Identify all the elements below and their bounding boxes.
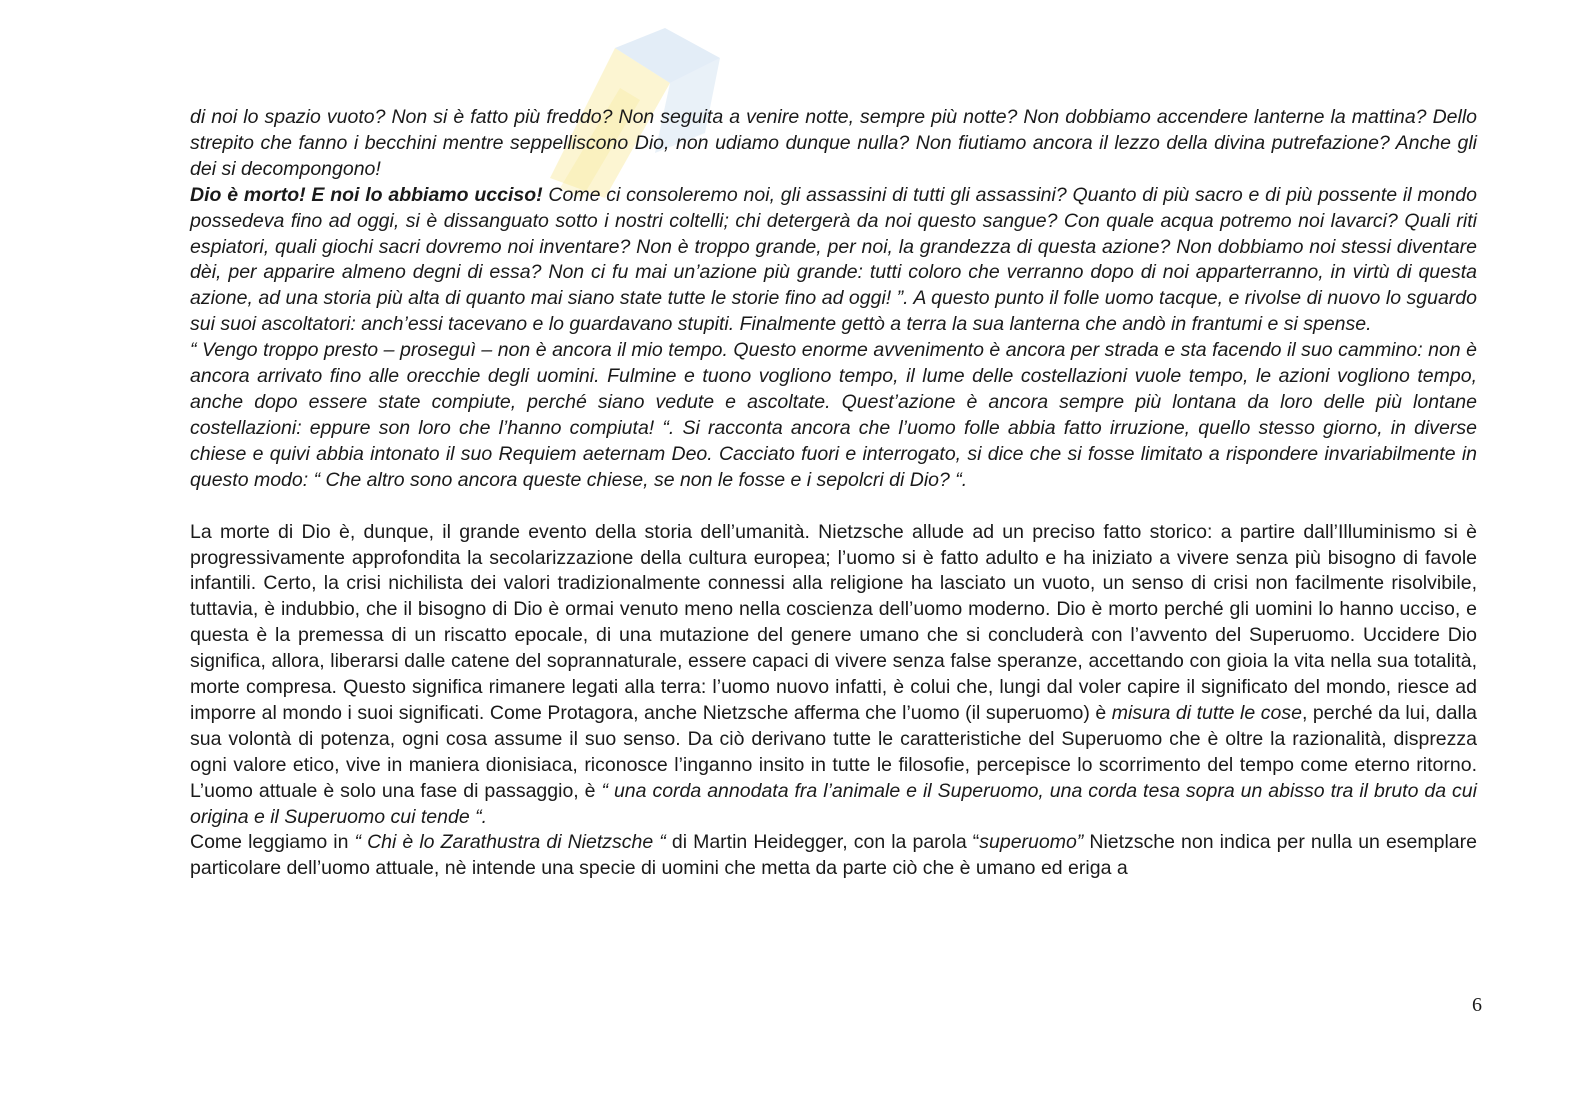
body-paragraph-1-italic-2: “ una corda annodata fra l’animale e il Superuomo, una corda tesa sopra un abisso tra il bruto da cui origina e il Superuomo cui tende “. xyxy=(190,779,1477,828)
quote-paragraph-2 xyxy=(190,183,1477,338)
paragraph-gap xyxy=(190,494,1477,520)
quote-paragraph-1: di noi lo spazio vuoto? Non si è fatto più freddo? Non seguita a venire notte, sempre più notte? Non dobbiamo accendere lanterne la mattina? Dello strepito che fanno i becchini mentre seppelliscono Dio, non udiamo dunque nulla? Non fiutiamo ancora il lezzo della divina putrefazione? Anche gli dei si decompongono! xyxy=(190,106,1477,180)
body-paragraph-1-italic-1: misura di tutte le cose xyxy=(1111,701,1302,724)
body-paragraph-2-italic-1: “ Chi è lo Zarathustra di Nietzsche “ xyxy=(354,831,666,854)
body-paragraph-1 xyxy=(190,520,1477,831)
body-paragraph-2-italic-2: superuomo” xyxy=(979,831,1084,854)
body-paragraph-2-text-a: Come leggiamo in xyxy=(190,831,355,854)
document-body xyxy=(190,105,1477,882)
body-paragraph-2 xyxy=(190,830,1477,882)
page-number: 6 xyxy=(1472,994,1482,1016)
quoted-passage xyxy=(190,105,1477,494)
body-paragraph-2-text-b: di Martin Heidegger, con la parola “ xyxy=(665,831,980,854)
quote-paragraph-3: “ Vengo troppo presto – proseguì – non è ancora il mio tempo. Questo enorme avvenimento è ancora per strada e sta facendo il suo cammino: non è ancora arrivato fino alle orecchie degli uomini. Fulmine e tuono vogliono tempo, il lume delle costellazioni vuole tempo, le azioni vogliono tempo, anche dopo essere state compiute, perché siano vedute e ascoltate. Quest’azione è ancora sempre più lontana da loro delle più lontane costellazioni: eppure son loro che l’hanno compiuta! “. Si racconta ancora che l’uomo folle abbia fatto irruzione, quello stesso giorno, in diverse chiese e quivi abbia intonato il suo Requiem aeternam Deo. Cacciato fuori e interrogato, si dice che si fosse limitato a rispondere invariabilmente in questo modo: “ Che altro sono ancora queste chiese, se non le fosse e i sepolcri di Dio? “. xyxy=(190,339,1477,491)
quote-paragraph-2-text: Come ci consoleremo noi, gli assassini di tutti gli assassini? Quanto di più sacro e di più possente il mondo possedeva fino ad oggi, si è dissanguato sotto i nostri coltelli; chi detergerà da noi questo sangue? Con quale acqua potremo noi lavarci? Quali riti espiatori, quali giochi sacri dovremo noi inventare? Non è troppo grande, per noi, la grandezza di questa azione? Non dobbiamo noi stessi diventare dèi, per apparire almeno degni di essa? Non ci fu mai un’azione più grande: tutti coloro che verranno dopo di noi apparterranno, in virtù di questa azione, ad una storia più alta di quanto mai siano state tutte le storie fino ad oggi! ”. A questo punto il folle uomo tacque, e rivolse di nuovo lo sguardo sui suoi ascoltatori: anch’essi tacevano e lo guardavano stupiti. Finalmente gettò a terra la sua lanterna che andò in frantumi e si spense. xyxy=(190,183,1477,336)
body-paragraph-1-text-a: La morte di Dio è, dunque, il grande evento della storia dell’umanità. Nietzsche allude ad un preciso fatto storico: a partire dall’Illuminismo si è progressivamente approfondita la secolarizzazione della cultura europea; l’uomo si è fatto adulto e ha iniziato a vivere senza più bisogno di favole infantili. Certo, la crisi nichilista dei valori tradizionalmente connessi alla religione ha lasciato un vuoto, un senso di crisi non facilmente risolvibile, tuttavia, è indubbio, che il bisogno di Dio è ormai venuto meno nella coscienza dell’uomo moderno. Dio è morto perché gli uomini lo hanno ucciso, e questa è la premessa di un riscatto epocale, di una mutazione del genere umano che si concluderà con l’avvento del Superuomo. Uccidere Dio significa, allora, liberarsi dalle catene del soprannaturale, essere capaci di vivere senza false speranze, accettando con gioia la vita nella sua totalità, morte compresa. Questo significa rimanere legati alla terra: l’uomo nuovo infatti, è colui che, lungi dal voler capire il significato del mondo, riesce ad imporre al mondo i suoi significati. Come Protagora, anche Nietzsche afferma che l’uomo (il superuomo) è xyxy=(190,520,1477,724)
body-paragraph-2-text-c: Nietzsche non indica per nulla un esemplare particolare dell’uomo attuale, nè intende una specie di uomini che metta da parte ciò che è umano ed eriga a xyxy=(190,831,1477,880)
quote-bold-exclamation: Dio è morto! E noi lo abbiamo ucciso! xyxy=(190,183,543,206)
body-paragraph-1-text-b: , perché da lui, dalla sua volontà di potenza, ogni cosa assume il suo senso. Da ciò derivano tutte le caratteristiche del Superuomo che è oltre la razionalità, disprezza ogni valore etico, vive in maniera dionisiaca, riconosce l’inganno insito in tutte le filosofie, percepisce lo scorrimento del tempo come eterno ritorno. L’uomo attuale è solo una fase di passaggio, è xyxy=(190,701,1477,802)
